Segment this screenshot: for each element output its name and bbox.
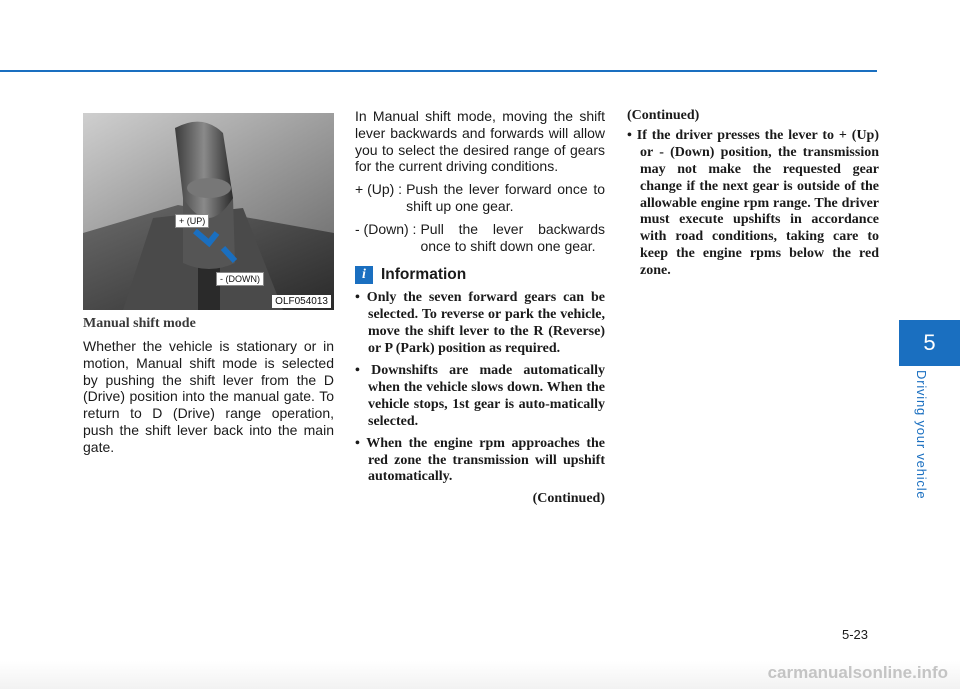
continued-label: (Continued) (532, 491, 605, 507)
down-text: Pull the lever backwards once to shift down one gear. (420, 220, 605, 254)
list-item: • Downshifts are made automatically when the vehicle slows down. When the vehicle stops, 1st gear is auto-matically selected. (355, 363, 605, 429)
left-column (83, 316, 334, 462)
chapter-tab: 5 (899, 320, 960, 366)
information-title: Information (381, 266, 467, 284)
down-callout: - (DOWN) (216, 272, 264, 286)
continued-list (627, 128, 879, 280)
shift-lever-drawing (83, 113, 334, 310)
figure-code: OLF054013 (272, 295, 331, 308)
information-header (355, 266, 605, 284)
down-key: - (Down) : (355, 220, 417, 237)
information-list (355, 290, 605, 486)
page-number: 5-23 (842, 627, 869, 642)
list-item: • If the driver presses the lever to + (Up) or - (Down) position, the transmission may not make the requested gear change if the next gear is outside of the allowable engine rpm range. The driver must execute upshifts in accordance with road conditions, taking care to keep the engine rpms below the red zone. (627, 127, 879, 279)
up-definition (355, 181, 605, 215)
right-column (627, 108, 879, 285)
list-item: • Only the seven forward gears can be selected. To reverse or park the vehicle, move the shift lever to the R (Reverse) or P (Park) position as required. (355, 290, 605, 357)
list-item: • When the engine rpm approaches the red zone the transmission will upshift automatically. (355, 435, 605, 485)
continued-heading: (Continued) (627, 108, 700, 123)
header-rule (0, 70, 877, 72)
up-callout: + (UP) (175, 214, 209, 228)
manual-shift-paragraph: Whether the vehicle is stationary or in motion, Manual shift mode is selected by pushing the shift lever from the D (Drive) position into the manual gate. To return to D (Drive) range operation, push the shift lever back into the main gate. (83, 338, 334, 455)
section-heading: Manual shift mode (83, 316, 196, 331)
middle-column (355, 108, 605, 508)
up-key: + (Up) : (355, 181, 403, 198)
information-icon: i (355, 266, 373, 284)
manual-mode-paragraph: In Manual shift mode, moving the shift lever backwards and forwards will allow you to select the desired range of gears for the current driving conditions. (355, 108, 605, 175)
down-definition (355, 221, 605, 255)
watermark: carmanualsonline.info (767, 663, 948, 682)
chapter-title: Driving your vehicle (914, 370, 929, 500)
up-text: Push the lever forward once to shift up one gear. (406, 181, 605, 214)
shift-lever-illustration (83, 113, 334, 310)
